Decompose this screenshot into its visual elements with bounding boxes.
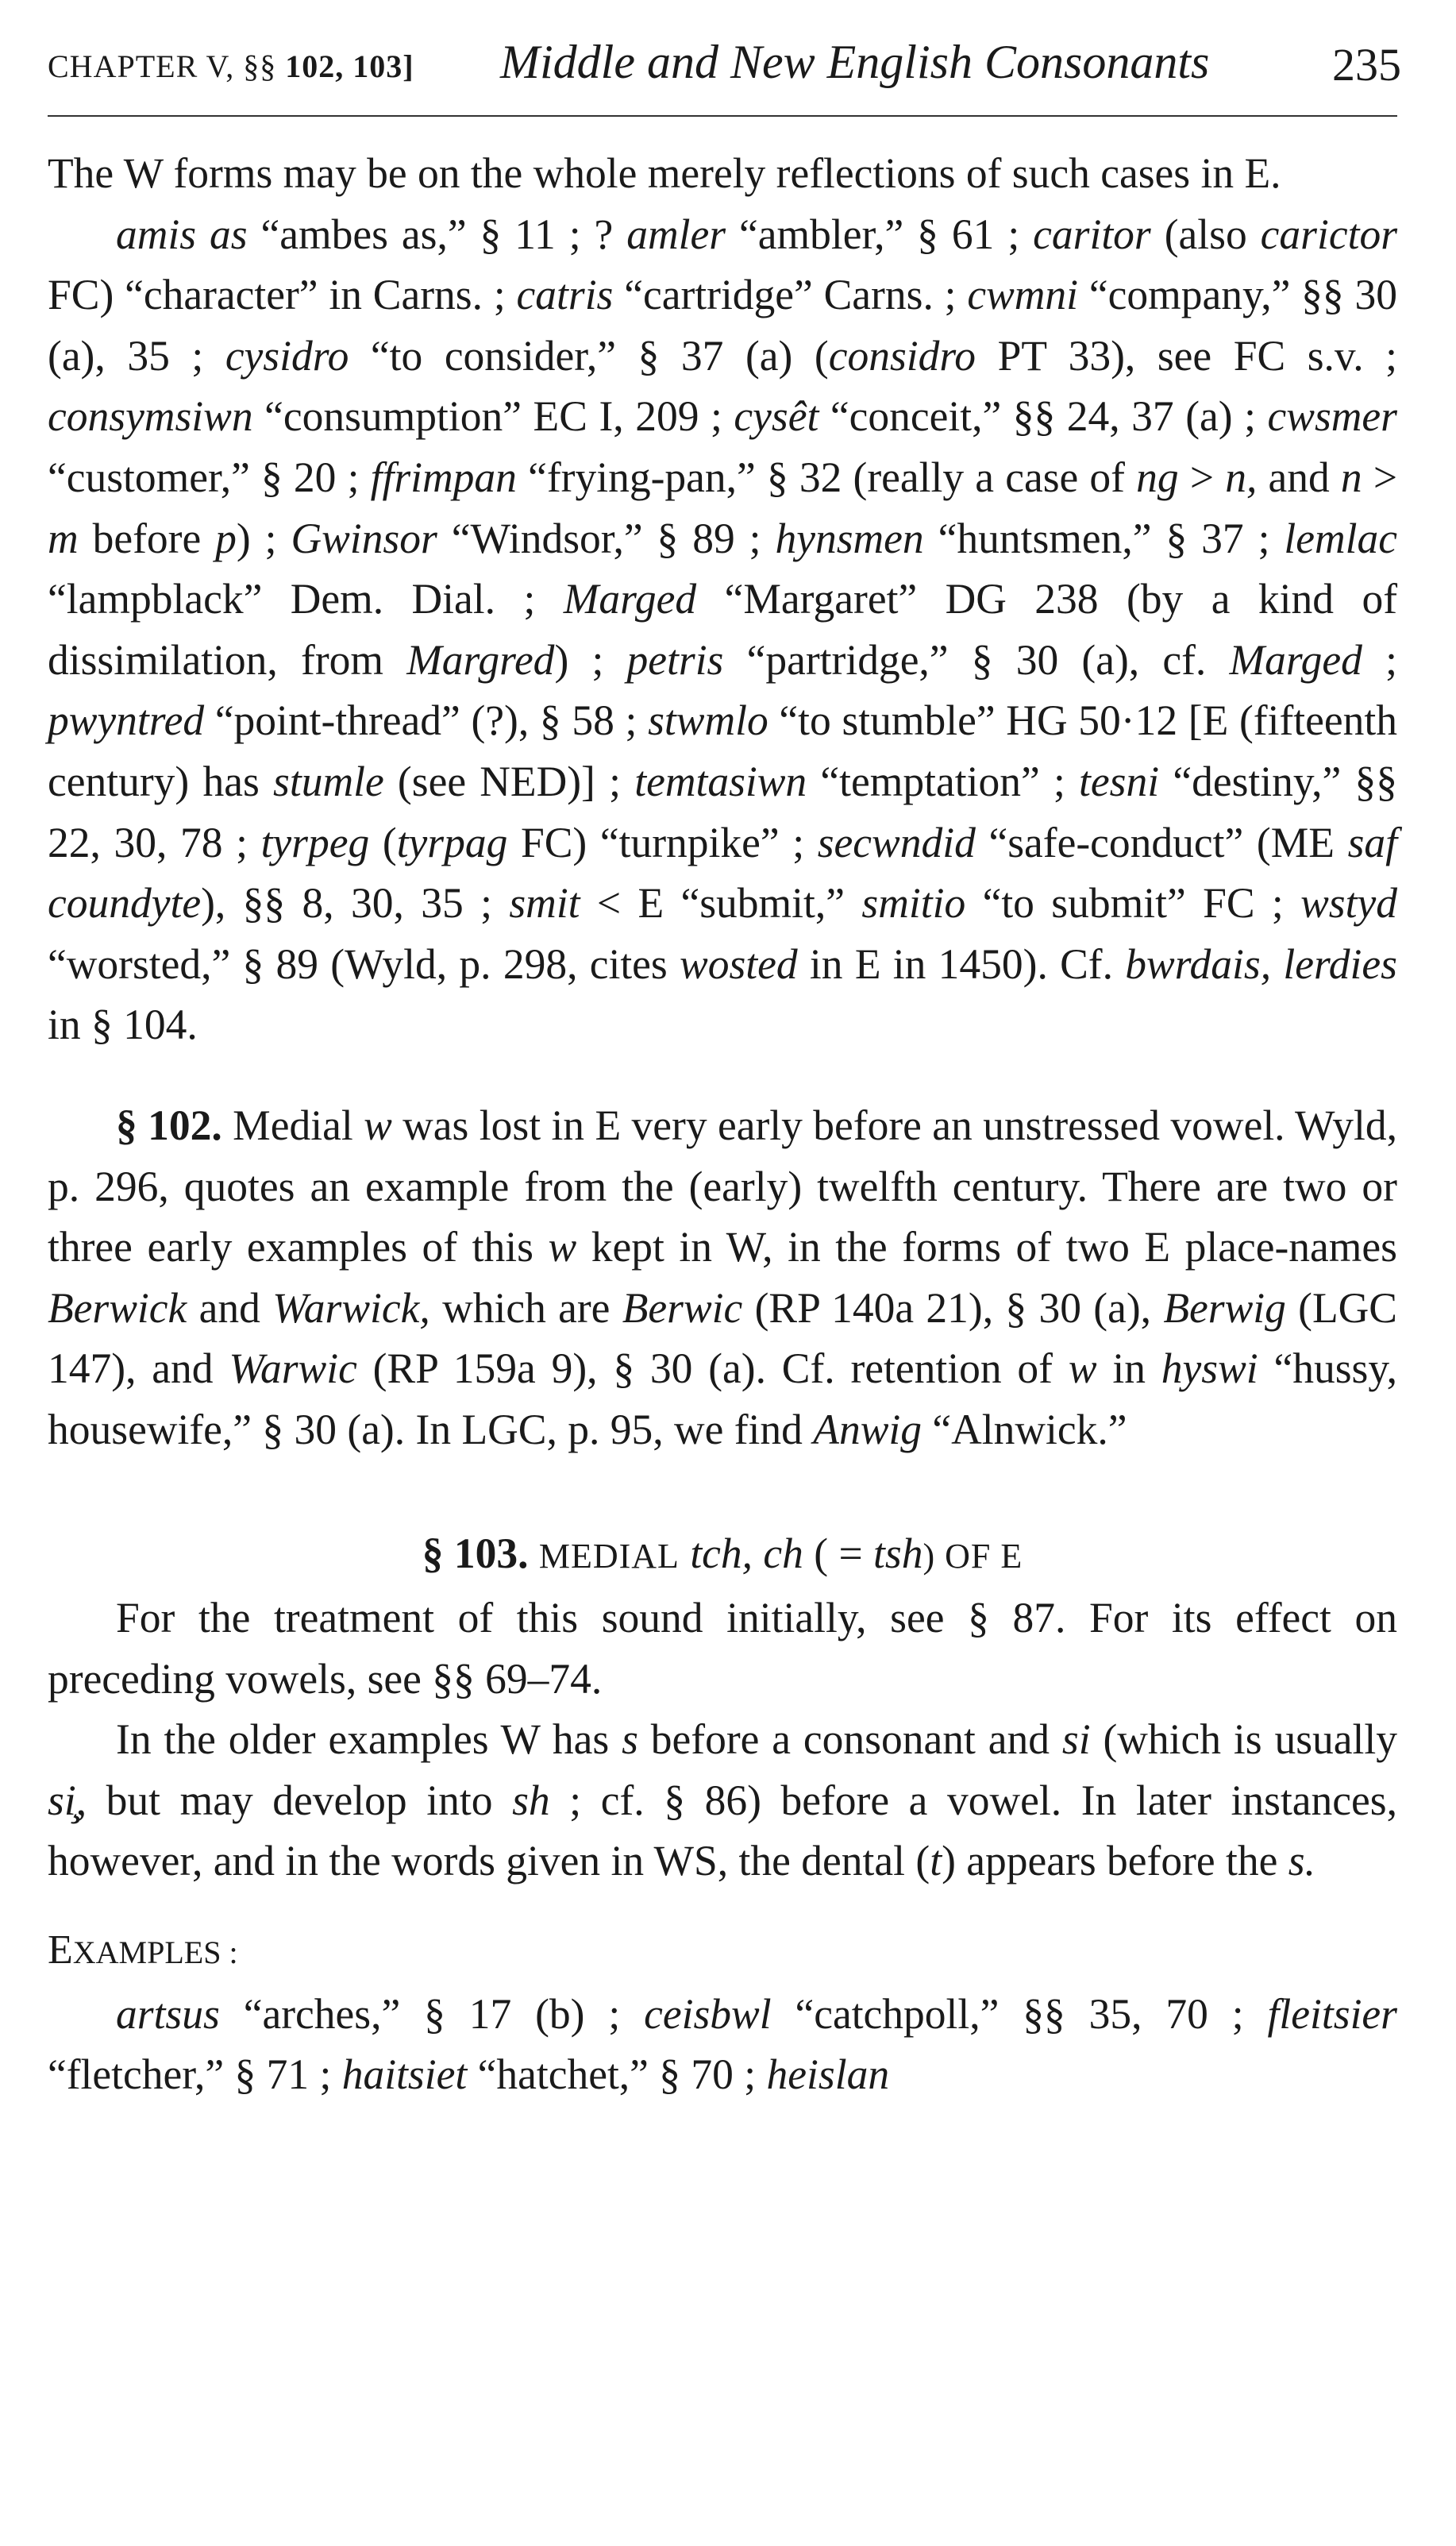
italic-term: w bbox=[548, 1223, 577, 1271]
gloss-text: “company,” §§ 30 (a), 35 ; bbox=[48, 271, 1398, 380]
gloss-text: in E in 1450). Cf. bbox=[797, 939, 1126, 988]
italic-term: Warwic bbox=[229, 1344, 357, 1393]
gloss-text: kept in W, in the forms of two E place-names bbox=[576, 1223, 1397, 1271]
gloss-text: “frying-pan,” § 32 (really a case of bbox=[516, 453, 1137, 501]
italic-term: w bbox=[1068, 1344, 1097, 1393]
italic-term: saf coundyte bbox=[48, 818, 1397, 928]
chapter-reference bbox=[48, 48, 414, 85]
examples-paragraph-101 bbox=[48, 204, 1397, 1055]
italic-term: m bbox=[48, 514, 79, 562]
italic-term: Berwick bbox=[48, 1283, 187, 1332]
gloss-text: (which is usually bbox=[1090, 1715, 1398, 1764]
italic-term: temtasiwn bbox=[634, 757, 807, 805]
italic-term: Berwic bbox=[622, 1283, 743, 1332]
italic-term: ng bbox=[1136, 453, 1179, 501]
gloss-text: > bbox=[1362, 453, 1397, 501]
gloss-text: and bbox=[187, 1283, 273, 1332]
gloss-text: “point-thread” (?), § 58 ; bbox=[204, 696, 649, 745]
gloss-text: “partridge,” § 30 (a), cf. bbox=[723, 635, 1230, 684]
italic-term: p bbox=[215, 514, 237, 562]
section-103-number: § 103. bbox=[422, 1530, 529, 1578]
gloss-text: “hatchet,” § 70 ; bbox=[467, 2050, 767, 2099]
gloss-text: ; cf. § 86) before a vowel. In later instances, however, and in the words given in WS, the dental ( bbox=[48, 1776, 1397, 1885]
italic-term: fleitsier bbox=[1267, 1989, 1397, 2038]
gloss-text: “Alnwick.” bbox=[922, 1405, 1127, 1453]
gloss-text: “ambler,” § 61 ; bbox=[726, 210, 1034, 258]
gloss-text: “ambes as,” § 11 ; ? bbox=[247, 210, 627, 258]
gloss-text: “conceit,” §§ 24, 37 (a) ; bbox=[819, 392, 1268, 441]
gloss-text: > bbox=[1178, 453, 1226, 501]
italic-term: heislan bbox=[766, 2050, 890, 2099]
gloss-text: “Windsor,” § 89 ; bbox=[437, 514, 776, 562]
chapter-label: CHAPTER V, §§ bbox=[48, 48, 277, 84]
italic-term: hyswi bbox=[1161, 1344, 1258, 1393]
italic-term: cysêt bbox=[734, 392, 819, 441]
heading-tch-ch: tch, ch bbox=[690, 1530, 803, 1578]
section-102-paragraph bbox=[48, 1095, 1397, 1460]
italic-term: wstyd bbox=[1300, 879, 1397, 928]
italic-term: tyrpag bbox=[396, 818, 508, 866]
italic-term: s bbox=[622, 1715, 638, 1764]
italic-term: si bbox=[1061, 1715, 1091, 1764]
italic-term: cysidro bbox=[225, 331, 349, 380]
italic-term: Marged bbox=[1229, 635, 1362, 684]
gloss-text: “to stumble” HG 50·12 [E (fifteenth century) has bbox=[48, 696, 1397, 805]
gloss-text: In the older examples W has bbox=[116, 1715, 622, 1764]
italic-term: stwmlo bbox=[648, 696, 768, 745]
italic-term: ceisbwl bbox=[644, 1989, 772, 2038]
gloss-text: “customer,” § 20 ; bbox=[48, 453, 371, 501]
examples-paragraph-103 bbox=[48, 1984, 1397, 2105]
italic-term: ffrimpan bbox=[370, 453, 517, 501]
italic-term: sh bbox=[512, 1776, 550, 1824]
gloss-text: , but may develop into bbox=[75, 1776, 513, 1824]
gloss-text: FC) “turnpike” ; bbox=[507, 818, 818, 866]
gloss-text: (RP 159a 9), § 30 (a). Cf. retention of bbox=[356, 1344, 1069, 1393]
gloss-text: which are bbox=[429, 1283, 622, 1332]
gloss-text: (also bbox=[1150, 210, 1261, 258]
gloss-text: “fletcher,” § 71 ; bbox=[48, 2050, 342, 2099]
gloss-text: ), §§ 8, 30, 35 ; bbox=[201, 879, 510, 928]
italic-term: smit bbox=[509, 879, 580, 928]
gloss-text: ) appears before the bbox=[942, 1837, 1288, 1885]
section-103-heading bbox=[48, 1523, 1397, 1587]
header-rule bbox=[48, 115, 1397, 117]
italic-term: Marged bbox=[563, 575, 697, 623]
italic-term: t bbox=[930, 1837, 942, 1885]
italic-term: amler bbox=[626, 210, 726, 258]
gloss-text: “consumption” EC I, 209 ; bbox=[252, 392, 734, 441]
running-header bbox=[48, 32, 1401, 103]
italic-term: w bbox=[364, 1101, 392, 1149]
section-103-paragraph-2 bbox=[48, 1709, 1397, 1892]
gloss-text: “worsted,” § 89 (Wyld, p. 298, cites bbox=[48, 939, 680, 988]
italic-term: Gwinsor bbox=[291, 514, 437, 562]
examples-label bbox=[48, 1920, 1397, 1984]
heading-tsh: tsh bbox=[873, 1530, 923, 1578]
italic-term: Berwig bbox=[1163, 1283, 1286, 1332]
gloss-text: before bbox=[78, 514, 216, 562]
italic-term: petris bbox=[626, 635, 724, 684]
running-title: Middle and New English Consonants bbox=[500, 36, 1210, 88]
italic-term: s. bbox=[1288, 1837, 1315, 1885]
gloss-text: “to submit” FC ; bbox=[965, 879, 1301, 928]
italic-term: lemlac bbox=[1284, 514, 1397, 562]
italic-term: n bbox=[1340, 453, 1362, 501]
gloss-text: (LGC 147), and bbox=[48, 1283, 1397, 1393]
gloss-text: ) ; bbox=[236, 514, 291, 562]
gloss-text: (see NED)] ; bbox=[383, 757, 635, 805]
section-103-paragraph-1: For the treatment of this sound initially, see § 87. For its effect on preceding vowels, see §§ 69–74. bbox=[48, 1594, 1397, 1703]
gloss-text: Medial bbox=[221, 1101, 364, 1149]
page-number: 235 bbox=[1332, 39, 1401, 91]
italic-term: considro bbox=[828, 331, 976, 380]
italic-term: n, bbox=[1225, 453, 1258, 501]
gloss-text: “safe-conduct” (ME bbox=[975, 818, 1348, 866]
italic-term: pwyntred bbox=[48, 696, 205, 745]
italic-term: si̧ bbox=[48, 1776, 76, 1824]
gloss-text: “arches,” § 17 (b) ; bbox=[219, 1989, 645, 2038]
gloss-text: ( bbox=[369, 818, 397, 866]
italic-term: stumle bbox=[273, 757, 384, 805]
italic-term: wosted bbox=[680, 939, 798, 988]
section-numbers: 102, 103] bbox=[285, 48, 414, 84]
examples-label-initial: E bbox=[48, 1927, 73, 1973]
heading-equals: ( = bbox=[814, 1530, 874, 1578]
italic-term: carictor bbox=[1260, 210, 1398, 258]
gloss-text: “cartridge” Carns. ; bbox=[613, 271, 968, 319]
gloss-text: “temptation” ; bbox=[807, 757, 1080, 805]
italic-term: caritor bbox=[1033, 210, 1151, 258]
italic-term: cwmni bbox=[967, 271, 1079, 319]
gloss-text: in bbox=[1096, 1344, 1161, 1393]
gloss-text: and bbox=[1257, 453, 1341, 501]
italic-term: amis as bbox=[116, 210, 248, 258]
gloss-text: “hussy, housewife,” § 30 (a). In LGC, p. 95, we find bbox=[48, 1344, 1397, 1453]
italic-term: smitio bbox=[861, 879, 966, 928]
italic-term: haitsiet bbox=[341, 2050, 468, 2099]
section-102-number: § 102. bbox=[116, 1101, 222, 1149]
italic-term: tyrpeg bbox=[260, 818, 370, 866]
gloss-text: “catchpoll,” §§ 35, 70 ; bbox=[771, 1989, 1268, 2038]
heading-of-e: ) OF E bbox=[923, 1537, 1023, 1576]
intro-paragraph: The W forms may be on the whole merely reflections of such cases in E. bbox=[48, 149, 1281, 197]
gloss-text: “destiny,” §§ 22, 30, 78 ; bbox=[48, 757, 1397, 866]
gloss-text: < E “submit,” bbox=[580, 879, 862, 928]
italic-term: consymsiwn bbox=[48, 392, 253, 441]
gloss-text: ; bbox=[1362, 635, 1397, 684]
gloss-text: in § 104. bbox=[48, 1001, 198, 1049]
italic-term: tesni bbox=[1079, 757, 1160, 805]
examples-label-rest: XAMPLES : bbox=[72, 1935, 238, 1971]
italic-term: bwrdais, lerdies bbox=[1125, 939, 1397, 988]
gloss-text: “Margaret” DG 238 (by a kind of dissimilation, from bbox=[48, 575, 1398, 684]
gloss-text: “huntsmen,” § 37 ; bbox=[923, 514, 1285, 562]
italic-term: Warwick, bbox=[272, 1283, 430, 1332]
gloss-text: “lampblack” Dem. Dial. ; bbox=[48, 575, 564, 623]
italic-term: Margred bbox=[406, 635, 555, 684]
gloss-text: ) ; bbox=[554, 635, 627, 684]
italic-term: Anwig bbox=[813, 1405, 922, 1453]
italic-term: cwsmer bbox=[1267, 392, 1397, 441]
italic-term: catris bbox=[516, 271, 614, 319]
heading-medial: MEDIAL bbox=[538, 1537, 680, 1576]
italic-term: artsus bbox=[116, 1989, 220, 2038]
gloss-text: was lost in E very early before an unstressed vowel. Wyld, p. 296, quotes an example from the (early) twelfth century. There are two or three early examples of this bbox=[48, 1101, 1397, 1271]
italic-term: hynsmen bbox=[775, 514, 924, 562]
page-body bbox=[48, 143, 1397, 2105]
italic-term: secwndid bbox=[817, 818, 976, 866]
gloss-text: PT 33), see FC s.v. ; bbox=[976, 331, 1397, 380]
gloss-text: FC) “character” in Carns. ; bbox=[48, 271, 517, 319]
gloss-text: (RP 140a 21), § 30 (a), bbox=[742, 1283, 1164, 1332]
gloss-text: before a consonant and bbox=[637, 1715, 1062, 1764]
gloss-text: “to consider,” § 37 (a) ( bbox=[349, 331, 829, 380]
